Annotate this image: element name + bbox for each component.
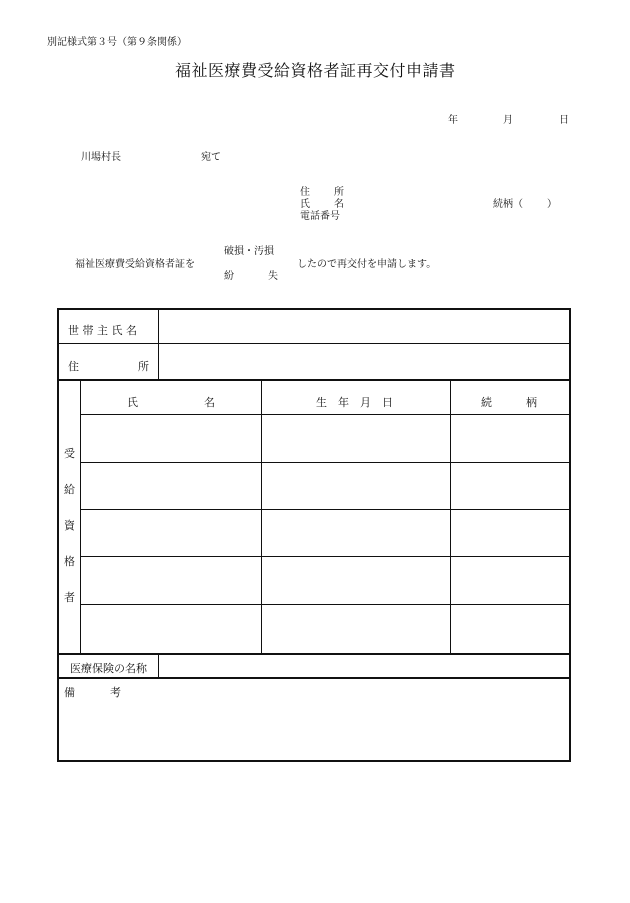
date-year-label: 年 <box>448 115 458 126</box>
column-relation-label-1: 続 <box>481 396 492 409</box>
option-lost-2: 失 <box>268 271 278 282</box>
qualified-label-1: 受 <box>64 447 75 460</box>
option-lost-1: 紛 <box>224 271 234 282</box>
applicant-address-label-1: 住 <box>300 187 310 198</box>
qualified-label-3: 資 <box>64 519 75 532</box>
option-damaged: 破損・汚損 <box>224 246 274 257</box>
page-title: 福祉医療費受給資格者証再交付申請書 <box>175 61 456 80</box>
column-name-label-2: 名 <box>204 396 215 409</box>
household-address-label-1: 住 <box>68 360 79 373</box>
applicant-name-label-1: 氏 <box>300 199 310 210</box>
column-birthdate-label: 生 年 月 日 <box>316 396 393 409</box>
qualified-label-4: 格 <box>64 555 75 568</box>
qualified-label-2: 給 <box>64 483 75 496</box>
column-relation-label-2: 柄 <box>526 396 537 409</box>
applicant-relation-label: 続柄（ <box>493 199 523 210</box>
recipient-to: 宛て <box>201 152 221 163</box>
form-number: 別記様式第３号（第９条関係） <box>47 37 187 48</box>
applicant-relation-close: ） <box>547 199 557 210</box>
qualified-label-5: 者 <box>64 591 75 604</box>
applicant-name-label-2: 名 <box>334 199 344 210</box>
remarks-label-1: 備 <box>64 686 75 699</box>
statement-subject: 福祉医療費受給資格者証を <box>75 259 195 270</box>
household-address-label-2: 所 <box>138 360 149 373</box>
date-day-label: 日 <box>559 115 569 126</box>
applicant-address-label-2: 所 <box>334 187 344 198</box>
statement-suffix: したので再交付を申請します。 <box>297 259 437 270</box>
householder-name-label: 世 帯 主 氏 名 <box>68 324 137 337</box>
recipient-mayor: 川場村長 <box>81 152 121 163</box>
insurance-name-label: 医療保険の名称 <box>70 662 147 675</box>
column-name-label-1: 氏 <box>127 396 138 409</box>
date-month-label: 月 <box>503 115 513 126</box>
applicant-phone-label: 電話番号 <box>300 211 340 222</box>
remarks-label-2: 考 <box>110 686 121 699</box>
